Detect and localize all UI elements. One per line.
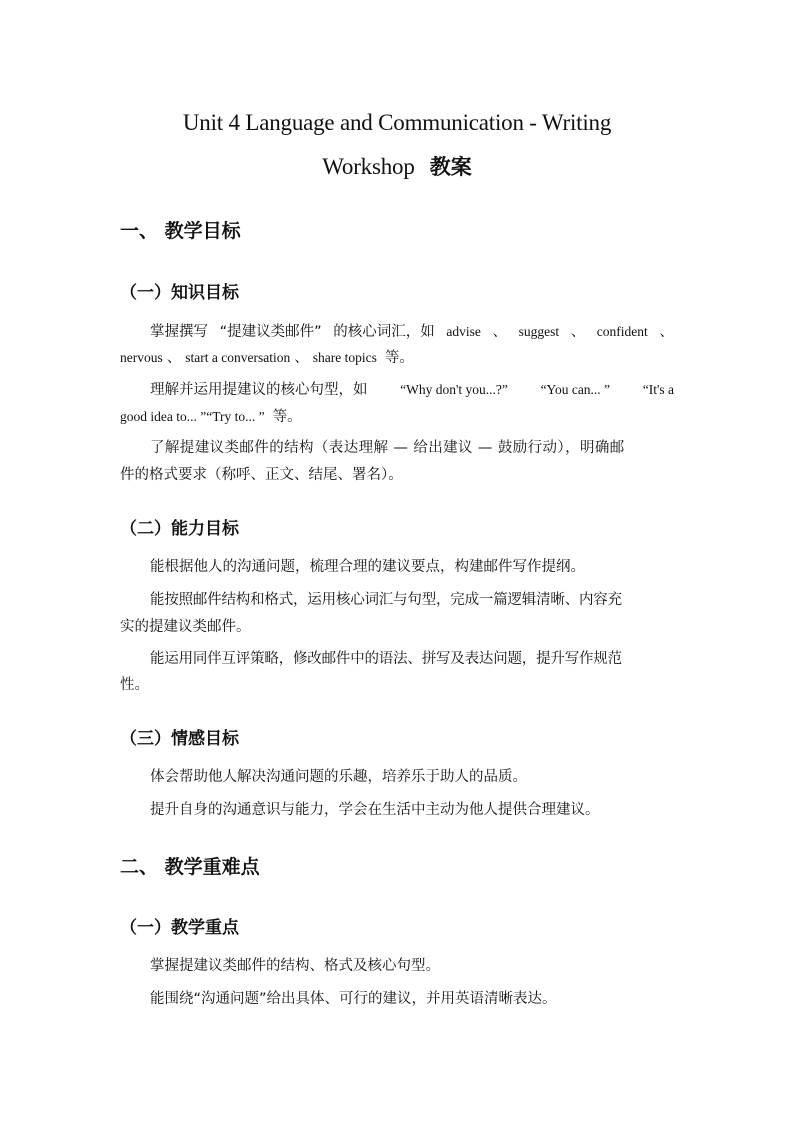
separator: 、 [294, 350, 309, 366]
sentence-pattern: good idea to... ” [120, 409, 207, 424]
vocab-word: advise [446, 324, 481, 339]
sentence-end: 等。 [272, 409, 302, 425]
document-title-line-2 [0, 151, 794, 181]
vocab-end: 等。 [384, 350, 414, 366]
sentence-intro: 理解并运用提建议的核心句型，如 [150, 382, 368, 398]
knowledge-sentence-line-1 [150, 378, 674, 399]
separator: 、 [166, 350, 182, 366]
sentence-pattern: “Try to... ” [206, 409, 265, 424]
title-jiaoan: 教案 [429, 155, 472, 179]
section-1-heading: 一、 教学目标 [120, 220, 241, 242]
section-2-heading: 二、 教学重难点 [120, 856, 260, 878]
document-title-line-1: Unit 4 Language and Communication - Writing [182, 110, 612, 135]
subsection-1-1-heading: （一）知识目标 [120, 283, 239, 303]
sentence-pattern: “Why don't you...?” [400, 382, 508, 397]
subsection-1-2-heading: （二）能力目标 [120, 519, 239, 539]
separator: 、 [659, 324, 674, 340]
knowledge-structure-line-1: 了解提建议类邮件的结构（表达理解 — 给出建议 — 鼓励行动），明确邮 [150, 440, 625, 456]
ability-line-3-cont: 性。 [120, 677, 149, 693]
subsection-1-3-heading: （三）情感目标 [120, 729, 239, 749]
key-point-line-1: 掌握提建议类邮件的结构、格式及核心句型。 [150, 958, 440, 974]
vocab-word: start a conversation [185, 350, 291, 365]
vocab-word: share topics [312, 350, 377, 365]
ability-line-1: 能根据他人的沟通问题，梳理合理的建议要点，构建邮件写作提纲。 [150, 559, 585, 575]
ability-line-2: 能按照邮件结构和格式，运用核心词汇与句型，完成一篇逻辑清晰、内容充 [150, 592, 622, 608]
vocab-intro: 掌握撰写 [150, 324, 208, 340]
vocab-intro-2: 的核心词汇，如 [333, 324, 435, 340]
ability-line-2-cont: 实的提建议类邮件。 [120, 619, 251, 635]
emotion-line-1: 体会帮助他人解决沟通问题的乐趣，培养乐于助人的品质。 [150, 769, 527, 785]
vocab-word: confident [596, 324, 648, 339]
key-point-line-2: 能围绕“沟通问题”给出具体、可行的建议，并用英语清晰表达。 [150, 991, 557, 1007]
vocab-word: nervous [120, 350, 163, 365]
knowledge-sentence-line-2 [120, 405, 302, 426]
title-workshop: Workshop [322, 154, 415, 179]
sentence-pattern: “You can... ” [540, 382, 611, 397]
subsection-2-1-heading: （一）教学重点 [120, 918, 239, 938]
vocab-word: suggest [518, 324, 560, 339]
separator: 、 [492, 324, 507, 340]
knowledge-vocab-line-2 [120, 346, 414, 367]
vocab-email-type: “提建议类邮件” [219, 324, 322, 340]
ability-line-3: 能运用同伴互评策略，修改邮件中的语法、拼写及表达问题，提升写作规范 [150, 651, 622, 667]
knowledge-vocab-line-1 [150, 320, 674, 341]
knowledge-structure-line-2: 件的格式要求（称呼、正文、结尾、署名）。 [120, 467, 403, 483]
sentence-pattern: “It's a [642, 382, 674, 397]
emotion-line-2: 提升自身的沟通意识与能力，学会在生活中主动为他人提供合理建议。 [150, 802, 600, 818]
separator: 、 [570, 324, 586, 340]
